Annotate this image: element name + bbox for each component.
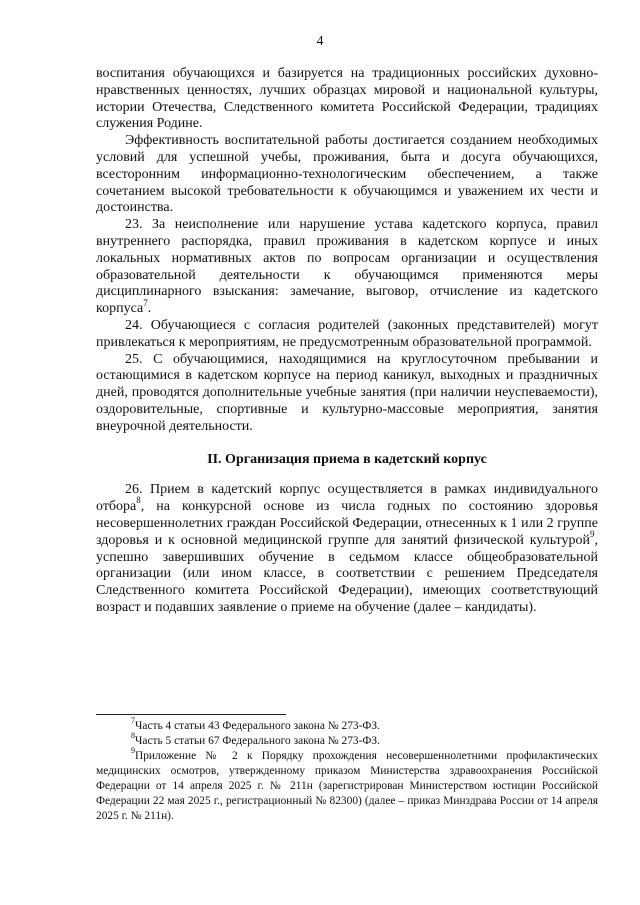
footnotes [96,716,598,824]
paragraph-23 [96,217,598,318]
paragraph-26 [96,482,598,616]
paragraph-effectiveness: Эффективность воспитательной работы достигается созданием необходимых условий для успешной учебы, проживания, быта и досуга обучающихся, всесторонним информационно-технологическим обеспечением, а также сочетанием высокой требовательности к обучающимся и уважением их чести и достоинства. [96,133,598,216]
footnote-ref-9: 9 [590,529,595,540]
paragraph-26-part1: 26. Прием в кадетский корпус осуществляется в рамках индивидуального отбора [96,482,598,515]
footnote-ref-8: 8 [136,495,141,506]
document-body [96,66,598,617]
paragraph-continued: воспитания обучающихся и базируется на традиционных российских духовно-нравственных ценностях, лучших образцах мировой и национальной культуры, истории Отечества, Следственного комитета Российской Федерации, традициях служения Родине. [96,66,598,132]
footnote-8 [96,731,598,749]
footnote-text: Часть 5 статьи 67 Федерального закона № 273-ФЗ. [135,735,380,747]
footnote-text: Приложение № 2 к Порядку прохождения несовершеннолетними профилактических медицинских осмотров, утвержденному приказом Министерства здравоохранения Российской Федерации от 14 апреля 2025 г. № 211н (зарегистрирован Министерством юстиции Российской Федерации 22 мая 2025 г., регистрационный № 82300) (далее – приказ Минздрава России от 14 апреля 2025 г. № 211н). [96,750,598,822]
paragraph-24: 24. Обучающиеся с согласия родителей (законных представителей) могут привлекаться к мероприятиям, не предусмотренным образовательной программой. [96,317,598,350]
footnote-separator [96,714,286,715]
footnote-mark: 8 [131,731,135,741]
paragraph-23-end: . [147,301,152,317]
paragraph-26-part3: , успешно завершивших обучение в седьмом классе общеобразовательной организации (или ином классе, в соответствии с решением Председателя Следственного комитета Российской Федерации), имеющих соответствующий возраст и подавших заявление о приеме на обучение (далее – кандидаты). [96,532,598,615]
footnote-ref-7: 7 [143,297,148,308]
paragraph-23-text: 23. За неисполнение или нарушение устава кадетского корпуса, правил внутреннего распорядка, правил проживания в кадетском корпусе и иных локальных нормативных актов по вопросам организации и осуществления образовательной деятельности к обучающимся применяются меры дисциплинарного взыскания: замечание, выговор, отчисление из кадетского корпуса [96,217,598,317]
footnote-9 [96,746,598,824]
footnote-mark: 9 [131,746,135,756]
page-number: 4 [316,34,324,49]
paragraph-25: 25. С обучающимися, находящимися на круглосуточном пребывании и остающимися в кадетском корпусе на период каникул, выходных и праздничных дней, проводятся дополнительные учебные занятия (при наличии неуспеваемости), оздоровительные, спортивные и культурно-массовые мероприятия, занятия внеурочной деятельности. [96,351,598,434]
section-title: II. Организация приема в кадетский корпус [207,451,487,467]
paragraph-26-part2: , на конкурсной основе из числа годных по состоянию здоровья несовершеннолетних граждан Российской Федерации, отнесенных к 1 или 2 группе здоровья и к основной медицинской группе для занятий физической культурой [96,499,598,548]
footnote-7 [96,716,598,734]
footnote-mark: 7 [131,716,135,726]
footnote-text: Часть 4 статьи 43 Федерального закона № 273-ФЗ. [135,720,380,732]
